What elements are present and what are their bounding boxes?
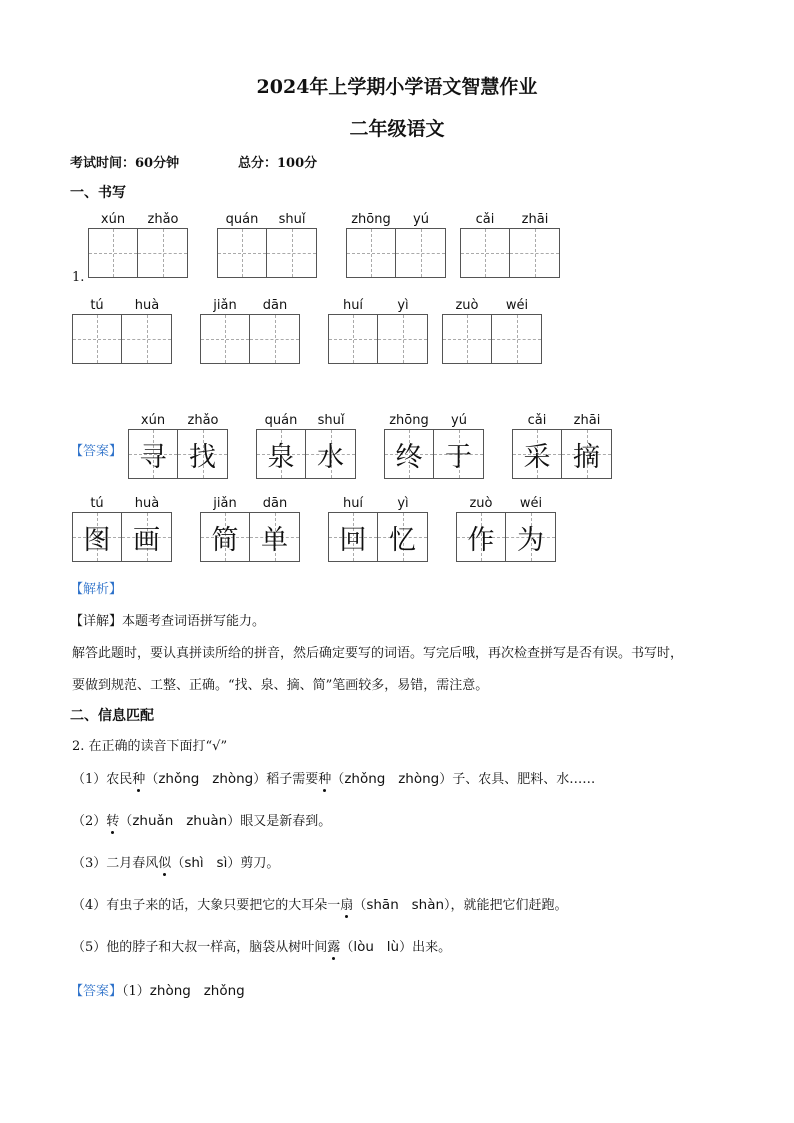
pinyin: wéi: [519, 496, 543, 511]
item-text: 二月春风: [106, 856, 159, 871]
pinyin: jiǎn: [213, 298, 237, 313]
item-text: 他的脖子和大叔一样高，脑袋从树叶间: [106, 940, 328, 955]
item-number: （3）: [72, 856, 107, 871]
question-2: 2. 在正确的读音下面打“√”: [72, 739, 228, 754]
answer-char: 采: [523, 441, 551, 473]
answer-pinyin: zhòng zhǒng: [149, 983, 245, 999]
explanation-line-1: 解答此题时，要认真拼读所给的拼音，然后确定要写的词语。写完后哦，再次检查拼写是否有误。书写时，: [72, 646, 684, 661]
dotted-char: 露: [327, 936, 340, 955]
answer-word-7: [328, 496, 428, 562]
dotted-char: 转: [106, 810, 119, 829]
word-box-6: [200, 298, 300, 364]
answer-cell: [178, 429, 228, 479]
pinyin-options[interactable]: zhǒng zhòng: [158, 771, 254, 787]
paren: （: [353, 898, 367, 913]
dotted-char: 种: [318, 768, 331, 787]
answer-cell: [200, 512, 250, 562]
word-box-1: [88, 212, 188, 278]
paren: （: [119, 814, 133, 829]
word-box-7: [328, 298, 428, 364]
paren: （: [340, 940, 354, 955]
answer-2: [70, 980, 245, 999]
pinyin: dān: [262, 298, 288, 313]
section-heading-matching: 二、信息匹配: [70, 708, 154, 724]
word-box-3: [346, 212, 446, 278]
answer-cell: [250, 512, 300, 562]
pinyin: dān: [262, 496, 288, 511]
item-text: ）稻子需要: [253, 772, 319, 787]
detail-line: 【详解】本题考查词语拼写能力。: [70, 614, 266, 629]
answer-cell: [128, 429, 178, 479]
pinyin: jiǎn: [213, 496, 237, 511]
paren: （: [145, 772, 159, 787]
pinyin: yì: [397, 496, 409, 511]
writing-cell[interactable]: [122, 314, 172, 364]
answer-char: 图: [83, 524, 111, 556]
question-item-2: [72, 810, 331, 829]
pinyin: tú: [90, 298, 104, 313]
pinyin: shuǐ: [317, 413, 345, 428]
item-text: ）子、农具、肥料、水……: [439, 772, 596, 787]
answer-char: 终: [395, 441, 423, 473]
answer-char: 忆: [389, 524, 416, 556]
writing-cell[interactable]: [396, 228, 446, 278]
writing-cell[interactable]: [200, 314, 250, 364]
answer-char: 寻: [139, 441, 167, 473]
pinyin: cǎi: [527, 413, 547, 428]
pinyin: quán: [264, 413, 298, 428]
answer-cell: [72, 512, 122, 562]
word-box-8: [442, 298, 542, 364]
document-subtitle: 二年级语文: [349, 118, 445, 140]
pinyin-options[interactable]: zhǒng zhòng: [344, 771, 440, 787]
pinyin: tú: [90, 496, 104, 511]
answer-cell: [506, 512, 556, 562]
pinyin: huà: [134, 496, 160, 511]
analysis-tag: 【解析】: [70, 582, 123, 597]
pinyin-options[interactable]: zhuǎn zhuàn: [132, 813, 228, 829]
writing-cell[interactable]: [346, 228, 396, 278]
answer-word-8: [456, 496, 556, 562]
answer-char: 摘: [573, 441, 600, 473]
pinyin: zuò: [469, 496, 493, 511]
word-box-4: [460, 212, 560, 278]
paren: （: [171, 856, 185, 871]
answer-cell: [306, 429, 356, 479]
writing-cell[interactable]: [492, 314, 542, 364]
writing-cell[interactable]: [442, 314, 492, 364]
pinyin: zhāi: [573, 413, 601, 428]
word-box-5: [72, 298, 172, 364]
pinyin: wéi: [505, 298, 529, 313]
answer-tag-2: 【答案】: [70, 984, 123, 999]
answer-cell: [512, 429, 562, 479]
item-text: ）剪刀。: [227, 856, 280, 871]
answer-char: 画: [133, 524, 160, 556]
question-item-3: [72, 852, 279, 871]
pinyin: yú: [413, 212, 429, 227]
pinyin: xún: [100, 212, 126, 227]
section-heading-writing: 一、书写: [70, 185, 126, 201]
item-number: （5）: [72, 940, 107, 955]
pinyin: quán: [225, 212, 259, 227]
document-title: 2024年上学期小学语文智慧作业: [256, 76, 538, 98]
answer-cell: [378, 512, 428, 562]
pinyin: zhāi: [521, 212, 549, 227]
pinyin: shuǐ: [278, 212, 306, 227]
question-number-1: 1.: [72, 270, 85, 285]
answer-word-2: [256, 413, 356, 479]
pinyin: yì: [397, 298, 409, 313]
answer-char: 回: [339, 524, 367, 556]
pinyin-options[interactable]: lòu lù: [353, 939, 400, 955]
writing-cell[interactable]: [88, 228, 138, 278]
answer-char: 作: [467, 524, 495, 556]
answer-word-5: [72, 496, 172, 562]
answer-char: 水: [317, 441, 344, 473]
item-number: （1）: [72, 772, 107, 787]
answer-char: 找: [189, 441, 216, 473]
pinyin: cǎi: [475, 212, 495, 227]
pinyin: zhǎo: [147, 212, 179, 227]
answer-char: 单: [261, 524, 288, 556]
dotted-char: 种: [132, 768, 145, 787]
question-item-5: [72, 936, 451, 955]
writing-cell[interactable]: [72, 314, 122, 364]
answer-tag-1: 【答案】: [70, 444, 123, 459]
pinyin: zhōng: [389, 413, 429, 428]
pinyin: huí: [342, 298, 364, 313]
item-number: （2）: [72, 814, 107, 829]
writing-cell[interactable]: [217, 228, 267, 278]
pinyin: zhōng: [351, 212, 391, 227]
pinyin: yú: [451, 413, 467, 428]
item-text: ），就能把它们赶跑。: [444, 898, 568, 913]
exam-time: 考试时间：60分钟: [70, 156, 180, 171]
pinyin-options[interactable]: shān shàn: [366, 897, 445, 913]
writing-cell[interactable]: [378, 314, 428, 364]
answer-cell: [384, 429, 434, 479]
answer-word-6: [200, 496, 300, 562]
paren: （: [331, 772, 345, 787]
writing-cell[interactable]: [510, 228, 560, 278]
answer-char: 简: [211, 524, 239, 556]
answer-cell: [122, 512, 172, 562]
word-box-2: [217, 212, 317, 278]
question-item-1: [72, 768, 595, 787]
pinyin: zhǎo: [187, 413, 219, 428]
writing-cell[interactable]: [328, 314, 378, 364]
writing-cell[interactable]: [250, 314, 300, 364]
explanation-line-2: 要做到规范、工整、正确。“找、泉、摘、简”笔画较多，易错，需注意。: [72, 678, 489, 693]
answer-char: 于: [445, 441, 472, 473]
answer-cell: [434, 429, 484, 479]
answer-number: （1）: [122, 984, 150, 999]
writing-cell[interactable]: [267, 228, 317, 278]
answer-cell: [256, 429, 306, 479]
item-text: 有虫子来的话，大象只要把它的大耳朵一: [106, 898, 341, 913]
pinyin-options[interactable]: shì sì: [184, 855, 228, 871]
writing-cell[interactable]: [460, 228, 510, 278]
dotted-char: 扇: [340, 894, 353, 913]
writing-cell[interactable]: [138, 228, 188, 278]
total-score: 总分：100分: [238, 156, 318, 171]
question-item-4: [72, 894, 568, 913]
answer-char: 为: [517, 524, 544, 556]
answer-cell: [456, 512, 506, 562]
answer-word-1: [128, 413, 228, 479]
pinyin: xún: [140, 413, 166, 428]
item-text: 农民: [106, 772, 133, 787]
answer-cell: [328, 512, 378, 562]
answer-word-3: [384, 413, 484, 479]
item-text: ）出来。: [399, 940, 452, 955]
answer-cell: [562, 429, 612, 479]
answer-word-4: [512, 413, 612, 479]
item-number: （4）: [72, 898, 107, 913]
dotted-char: 似: [158, 852, 171, 871]
pinyin: zuò: [455, 298, 479, 313]
answer-char: 泉: [267, 441, 295, 473]
pinyin: huà: [134, 298, 160, 313]
item-text: ）眼又是新春到。: [227, 814, 332, 829]
pinyin: huí: [342, 496, 364, 511]
